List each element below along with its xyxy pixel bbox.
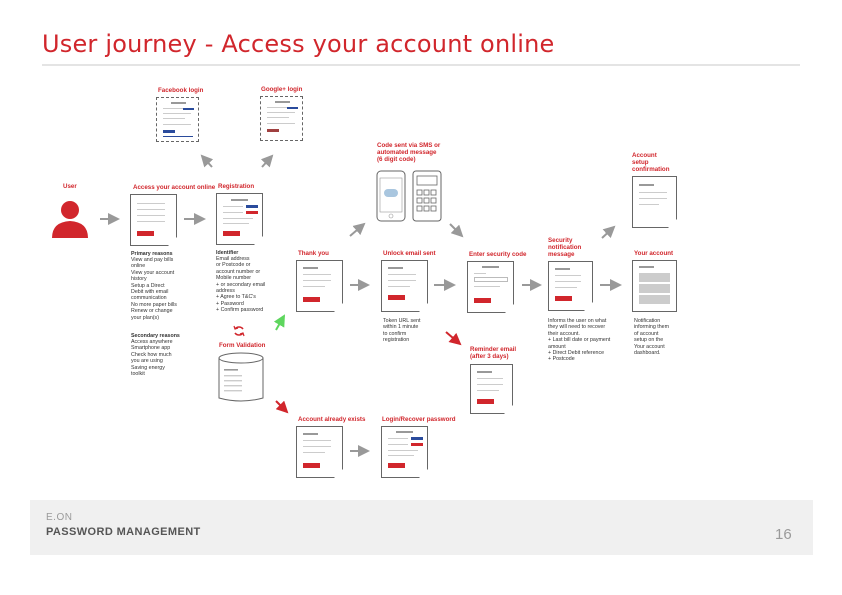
footer-company: E.ON	[46, 512, 73, 523]
google-login-page	[260, 96, 303, 141]
registration-label: Registration	[218, 183, 255, 190]
arrow-to-facebook	[202, 156, 212, 167]
your-account-label: Your account	[634, 250, 674, 257]
your-account-page	[632, 260, 677, 312]
smartphone-icon	[376, 170, 406, 222]
notification-note: Notification informing them of account setup on the Your account dashboard.	[634, 318, 670, 357]
arrow-to-code	[350, 224, 364, 236]
facebook-login-label: Facebook login	[158, 87, 204, 94]
identifier-heading: Identifier	[216, 250, 239, 256]
arrow-to-google	[262, 156, 272, 167]
thank-you-label: Thank you	[298, 250, 329, 257]
landline-phone-icon	[412, 170, 442, 222]
user-label: User	[63, 183, 77, 190]
account-exists-label: Account already exists	[298, 416, 366, 423]
unlock-email-label: Unlock email sent	[383, 250, 436, 257]
arrow-code-enter	[450, 224, 462, 236]
facebook-login-page	[156, 97, 199, 142]
database-icon	[218, 352, 264, 404]
footer-section: PASSWORD MANAGEMENT	[46, 526, 201, 538]
arrow-to-thankyou	[276, 316, 284, 330]
thank-you-page	[296, 260, 343, 312]
access-account-page	[130, 194, 177, 246]
account-setup-label: Account setup confirmation	[632, 152, 670, 173]
reminder-email-label: Reminder email (after 3 days)	[470, 346, 517, 360]
primary-reasons-heading: Primary reasons	[131, 251, 173, 257]
enter-security-code-page	[467, 261, 514, 313]
primary-reasons-list: View and pay bills online View your account history Setup a Direct Debit with email communication No more paper bills Renew or change your plan(s)	[131, 257, 177, 321]
security-notification-page	[548, 261, 593, 311]
code-sent-label: Code sent via SMS or automated message (6 digit code)	[377, 142, 441, 163]
token-note: Token URL sent within 1 minute to confirm registration	[383, 318, 421, 344]
registration-page	[216, 193, 263, 245]
google-login-label: Google+ login	[261, 86, 303, 93]
reminder-email-page	[470, 364, 513, 414]
user-icon	[52, 198, 88, 238]
refresh-icon	[233, 325, 245, 337]
account-setup-page	[632, 176, 677, 228]
informs-note: Informs the user on what they will need to recover their account. + Last bill date or payment amount + Direct Debit reference + Postcode	[548, 318, 611, 363]
account-exists-page	[296, 426, 343, 478]
arrow-to-exists	[276, 401, 287, 412]
identifier-list: Email address or Postcode or account number or Mobile number + or secondary email address + Agree to T&C's + Password + Confirm password	[216, 256, 266, 314]
login-recover-label: Login/Recover password	[382, 416, 456, 423]
security-notification-label: Security notification message	[548, 237, 582, 258]
arrow-to-reminder	[446, 332, 460, 344]
access-account-label: Access your account online	[133, 184, 216, 191]
page-title: User journey - Access your account online	[42, 30, 555, 58]
unlock-email-page	[381, 260, 428, 312]
arrow-to-setup	[602, 227, 614, 238]
enter-security-code-label: Enter security code	[469, 251, 527, 258]
secondary-reasons-list: Access anywhere Smartphone app Check how much you are using Saving energy toolkit	[131, 339, 173, 378]
secondary-reasons-heading: Secondary reasons	[131, 333, 180, 339]
page-number: 16	[775, 526, 792, 543]
login-recover-page	[381, 426, 428, 478]
form-validation-label: Form Validation	[219, 342, 266, 349]
